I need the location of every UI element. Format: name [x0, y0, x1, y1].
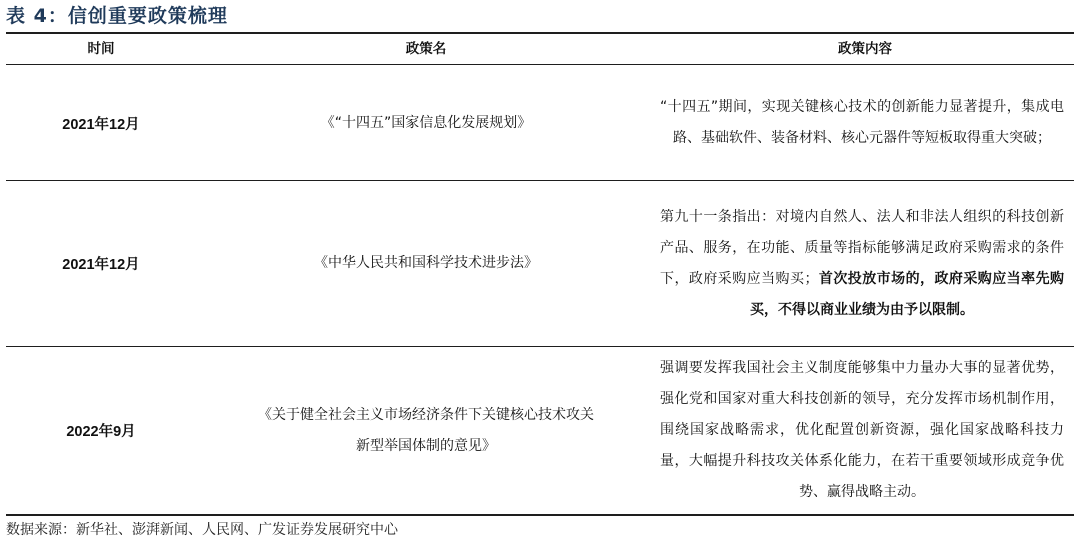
header-divider: [6, 64, 1074, 65]
column-header-policy-name: 政策名: [405, 41, 447, 57]
row-2-content-emphasis: 首次投放市场的，政府采购应当率先购买，不得以商业业绩为由予以限制。: [750, 270, 1065, 318]
row-1-policy-name: 《“十四五”国家信息化发展规划》: [320, 114, 532, 131]
row-2-policy-content: [656, 181, 1074, 346]
row-2-date: 2021年12月: [62, 257, 140, 273]
column-header-policy-content: 政策内容: [838, 41, 892, 57]
row-3-policy-content: 强调要发挥我国社会主义制度能够集中力量办大事的显著优势，强化党和国家对重大科技创新的领导，充分发挥市场机制作用，围绕国家战略需求，优化配置创新资源，强化国家战略科技力量，大幅提升科技攻关体系化能力，在若干重要领域形成竞争优势、赢得战略主动。: [660, 360, 1064, 500]
table-title: 表 4：信创重要政策梳理: [6, 5, 228, 27]
row-2-content-text: 第九十一条指出：对境内自然人、法人和非法人组织的科技创新产品、服务，在功能、质量等指标能够满足政府采购需求的条件下，政府采购应当购买；: [660, 208, 1064, 287]
row-1-date: 2021年12月: [62, 116, 140, 133]
table-bottom-rule: [6, 514, 1074, 516]
data-source-note: 数据来源：新华社、澎湃新闻、人民网、广发证券发展研究中心: [6, 522, 398, 538]
row-3-date: 2022年9月: [66, 424, 136, 440]
row-1-policy-content: “十四五”期间，实现关键核心技术的创新能力显著提升，集成电路、基础软件、装备材料、核心元器件等短板取得重大突破；: [660, 99, 1064, 146]
row-2-policy-name: 《中华人民共和国科学技术进步法》: [314, 255, 538, 271]
column-header-date: 时间: [87, 41, 115, 57]
row-3-policy-name: 《关于健全社会主义市场经济条件下关键核心技术攻关新型举国体制的意见》: [258, 406, 594, 454]
